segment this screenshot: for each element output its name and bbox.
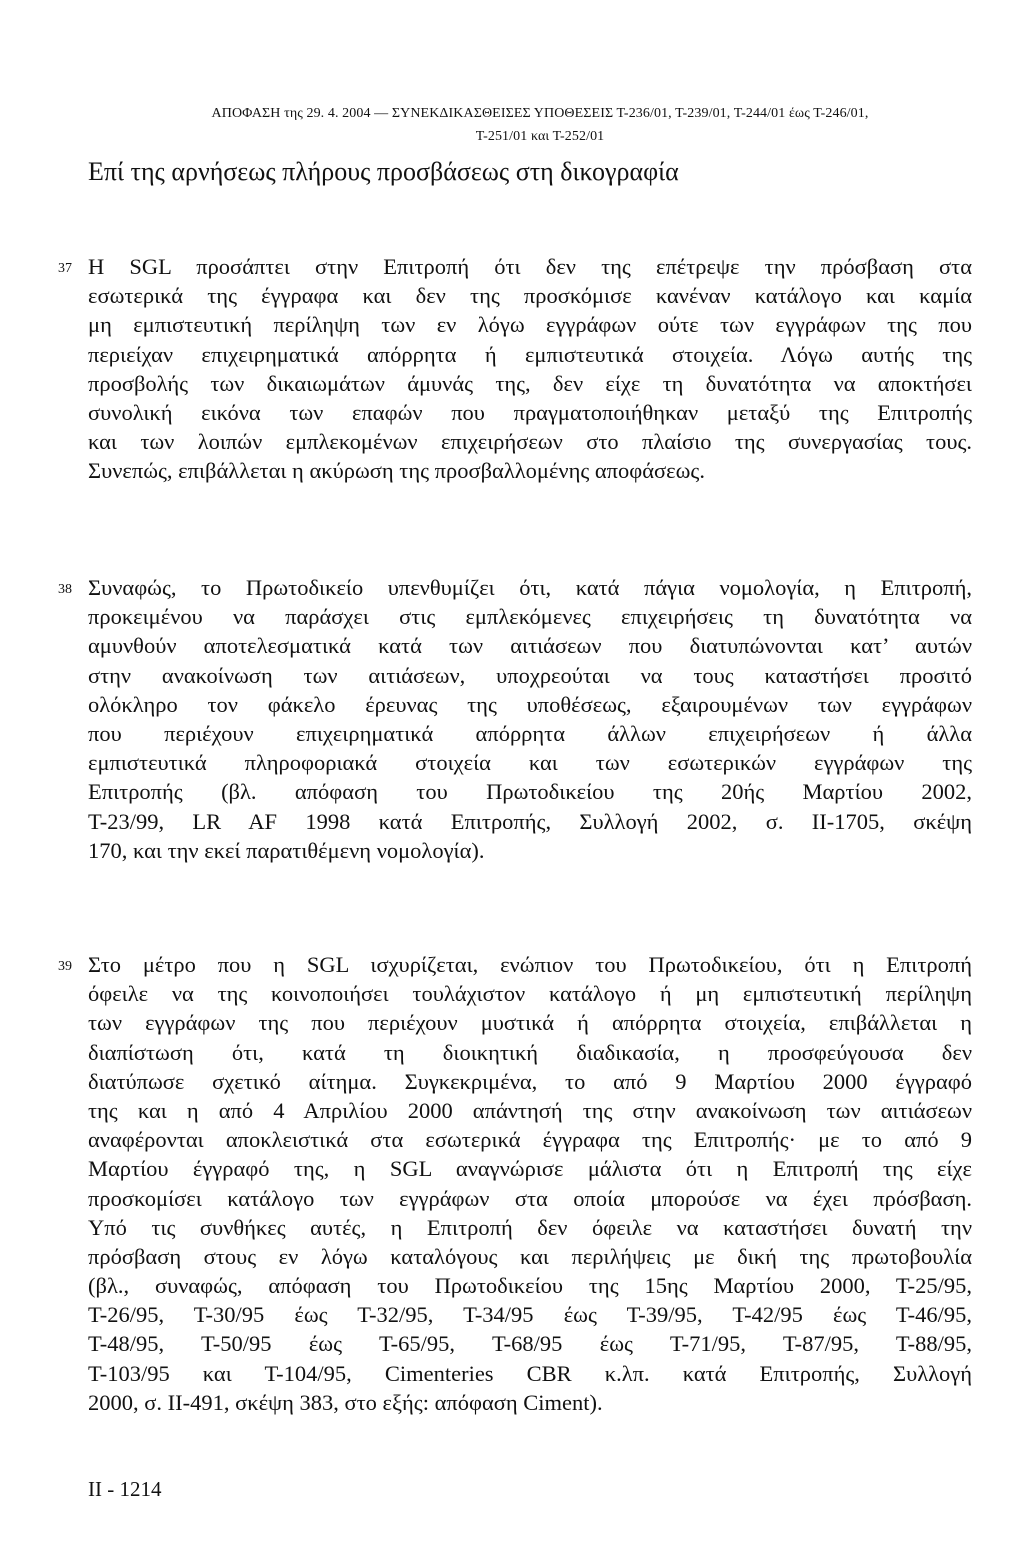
- text-line: 2000, σ. ΙΙ-491, σκέψη 383, στο εξής: απόφαση Ciment).: [88, 1389, 603, 1415]
- text-line: Συναφώς, το Πρωτοδικείο υπενθυμίζει ότι, κατά πάγια νομολογία, η Επιτροπή,: [88, 575, 972, 600]
- text-line: Μαρτίου έγγραφό της, η SGL αναγνώρισε μάλιστα ότι η Επιτροπή της είχε: [88, 1156, 972, 1182]
- paragraph-text: [88, 950, 972, 1417]
- text-line: περιείχαν επιχειρηματικά απόρρητα ή εμπιστευτικά στοιχεία. Λόγω αυτής της: [88, 341, 972, 367]
- text-line: Υπό τις συνθήκες αυτές, η Επιτροπή δεν όφειλε να καταστήσει δυνατή την: [88, 1214, 972, 1240]
- text-line: εσωτερικά της έγγραφα και δεν της προσκόμισε κανέναν κατάλογο και καμία: [88, 283, 972, 309]
- paragraph-number: 37: [58, 261, 72, 276]
- text-line: πρόσβαση στους εν λόγω καταλόγους και περιλήψεις με δική της πρωτοβουλία: [88, 1243, 972, 1269]
- text-line: της και η από 4 Απριλίου 2000 απάντησή της στην ανακοίνωση των αιτιάσεων: [88, 1097, 972, 1123]
- text-line: στην ανακοίνωση των αιτιάσεων, υποχρεούται να τους καταστήσει προσιτό: [88, 662, 972, 688]
- running-header-line: Τ-251/01 και Τ-252/01: [475, 129, 605, 144]
- text-line: των εγγράφων της που περιέχουν μυστικά ή απόρρητα στοιχεία, επιβάλλεται η: [88, 1010, 972, 1036]
- text-line: Τ-103/95 και Τ-104/95, Cimenteries CBR κ.λπ. κατά Επιτροπής, Συλλογή: [88, 1360, 972, 1386]
- text-line: (βλ., συναφώς, απόφαση του Πρωτοδικείου της 15ης Μαρτίου 2000, Τ-25/95,: [88, 1273, 972, 1299]
- text-line: 170, και την εκεί παρατιθέμενη νομολογία).: [88, 837, 485, 863]
- text-line: Συνεπώς, επιβάλλεται η ακύρωση της προσβαλλομένης αποφάσεως.: [88, 458, 705, 484]
- paragraph-37: [58, 252, 972, 486]
- text-line: Η SGL προσάπτει στην Επιτροπή ότι δεν της επέτρεψε την πρόσβαση στα: [88, 254, 972, 279]
- text-line: διατύπωσε σχετικό αίτημα. Συγκεκριμένα, το από 9 Μαρτίου 2000 έγγραφό: [88, 1068, 972, 1094]
- text-line: όφειλε να της κοινοποιήσει τουλάχιστον κατάλογο ή μη εμπιστευτική περίληψη: [88, 981, 972, 1007]
- text-line: Τ-26/95, Τ-30/95 έως Τ-32/95, Τ-34/95 έως Τ-39/95, Τ-42/95 έως Τ-46/95,: [88, 1302, 972, 1328]
- text-line: προσκομίσει κατάλογο των εγγράφων στα οποία μπορούσε να έχει πρόσβαση.: [88, 1185, 972, 1211]
- text-line: και των λοιπών εμπλεκομένων επιχειρήσεων στο πλαίσιο της συνεργασίας τους.: [88, 429, 972, 455]
- paragraph-text: [88, 252, 972, 486]
- paragraph-number: 39: [58, 959, 72, 974]
- paragraph-38: [58, 573, 972, 865]
- text-line: ολόκληρο τον φάκελο έρευνας της υποθέσεως, εξαιρουμένων των εγγράφων: [88, 691, 972, 717]
- running-header: [110, 102, 970, 148]
- text-line: εμπιστευτικά πληροφοριακά στοιχεία και των εσωτερικών εγγράφων της: [88, 750, 972, 776]
- paragraph-39: [58, 950, 972, 1417]
- text-line: αναφέρονται αποκλειστικά στα εσωτερικά έγγραφα της Επιτροπής· με το από 9: [88, 1127, 972, 1153]
- text-line: που περιέχουν επιχειρηματικά απόρρητα άλλων επιχειρήσεων ή άλλα: [88, 720, 972, 746]
- text-line: μη εμπιστευτική περίληψη των εν λόγω εγγράφων ούτε των εγγράφων της που: [88, 312, 972, 338]
- text-line: Τ-48/95, Τ-50/95 έως Τ-65/95, Τ-68/95 έως Τ-71/95, Τ-87/95, Τ-88/95,: [88, 1331, 972, 1357]
- text-line: συνολική εικόνα των επαφών που πραγματοποιήθηκαν μεταξύ της Επιτροπής: [88, 399, 972, 425]
- text-line: προκειμένου να παράσχει στις εμπλεκόμενες επιχειρήσεις τη δυνατότητα να: [88, 604, 972, 630]
- running-header-line: ΑΠΟΦΑΣΗ της 29. 4. 2004 — ΣΥΝΕΚΔΙΚΑΣΘΕΙΣΕΣ ΥΠΟΘΕΣΕΙΣ Τ-236/01, Τ-239/01, Τ-244/01 έως Τ-246/01,: [211, 106, 869, 121]
- text-line: προσβολής των δικαιωμάτων άμυνάς της, δεν είχε τη δυνατότητα να αποκτήσει: [88, 370, 972, 396]
- section-heading: Επί της αρνήσεως πλήρους προσβάσεως στη δικογραφία: [88, 157, 679, 186]
- text-line: Επιτροπής (βλ. απόφαση του Πρωτοδικείου της 20ής Μαρτίου 2002,: [88, 779, 972, 805]
- paragraph-text: [88, 573, 972, 865]
- text-line: Στο μέτρο που η SGL ισχυρίζεται, ενώπιον του Πρωτοδικείου, ότι η Επιτροπή: [88, 952, 972, 977]
- text-line: Τ-23/99, LR AF 1998 κατά Επιτροπής, Συλλογή 2002, σ. ΙΙ-1705, σκέψη: [88, 808, 972, 834]
- page-number: II - 1214: [88, 1477, 162, 1501]
- text-line: αμυνθούν αποτελεσματικά κατά των αιτιάσεων που διατυπώνονται κατ’ αυτών: [88, 633, 972, 659]
- paragraph-number: 38: [58, 582, 72, 597]
- text-line: διαπίστωση ότι, κατά τη διοικητική διαδικασία, η προσφεύγουσα δεν: [88, 1039, 972, 1065]
